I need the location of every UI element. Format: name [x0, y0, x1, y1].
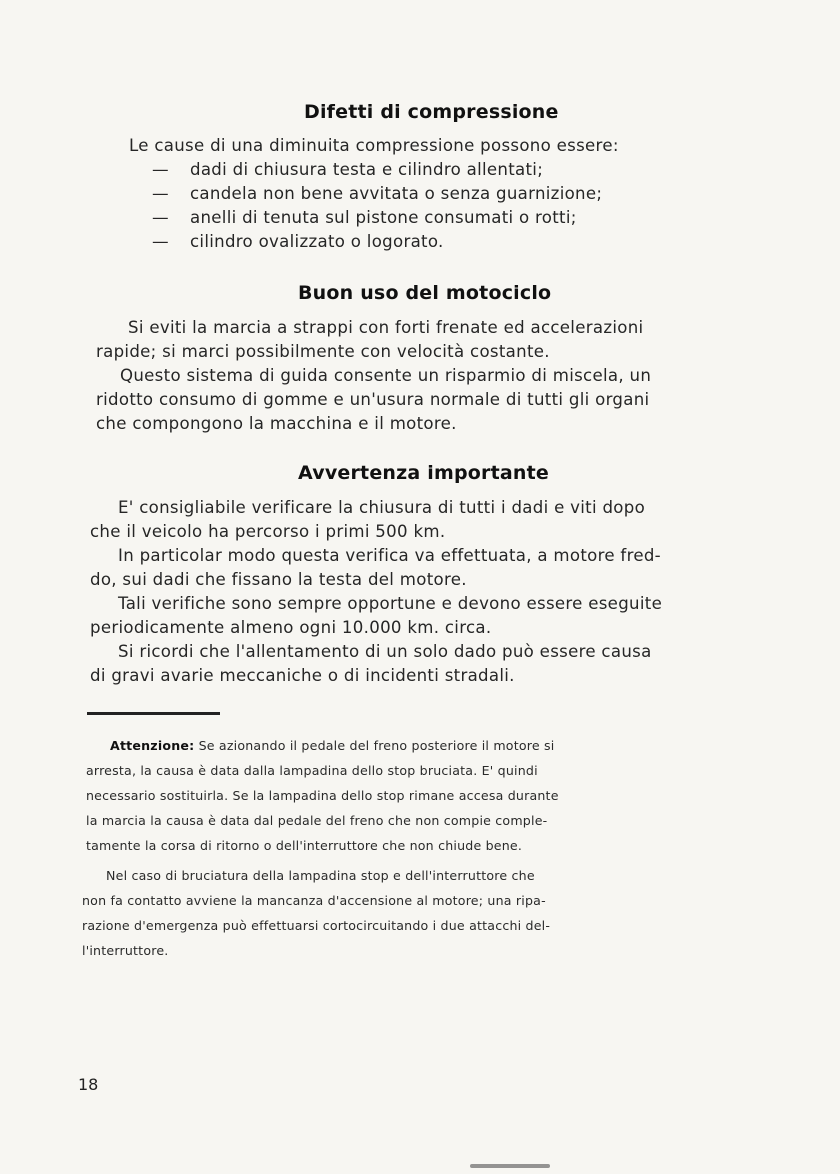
note-label: Attenzione:: [110, 738, 195, 753]
list-item: dadi di chiusura testa e cilindro allentati;: [190, 160, 544, 179]
list-bullet: —: [152, 232, 169, 251]
paragraph-line: periodicamente almeno ogni 10.000 km. circa.: [90, 618, 492, 637]
section-title-compressione: Difetti di compressione: [304, 101, 559, 123]
paragraph-line: ridotto consumo di gomme e un'usura normale di tutti gli organi: [96, 390, 650, 409]
paragraph-line: do, sui dadi che fissano la testa del motore.: [90, 570, 467, 589]
list-bullet: —: [152, 184, 169, 203]
paragraph-line: In particolar modo questa verifica va effettuata, a motore fred-: [118, 546, 661, 565]
list-item: cilindro ovalizzato o logorato.: [190, 232, 444, 251]
note-line: Nel caso di bruciatura della lampadina stop e dell'interruttore che: [106, 868, 535, 883]
note-line: tamente la corsa di ritorno o dell'interruttore che non chiude bene.: [86, 838, 523, 853]
paragraph-line: di gravi avarie meccaniche o di incidenti stradali.: [90, 666, 515, 685]
list-item: anelli di tenuta sul pistone consumati o rotti;: [190, 208, 577, 227]
note-first-line: [110, 738, 554, 754]
note-line: la marcia la causa è data dal pedale del freno che non compie comple-: [86, 813, 548, 828]
section-title-avvertenza: Avvertenza importante: [298, 462, 549, 484]
paragraph-line: E' consigliabile verificare la chiusura di tutti i dadi e viti dopo: [118, 498, 646, 517]
note-text: Se azionando il pedale del freno posteriore il motore si: [198, 738, 555, 753]
note-line: non fa contatto avviene la mancanza d'accensione al motore; una ripa-: [82, 893, 546, 908]
footnote-divider: [87, 712, 220, 715]
note-line: necessario sostituirla. Se la lampadina dello stop rimane accesa durante: [86, 788, 559, 803]
note-line: l'interruttore.: [82, 943, 169, 958]
paragraph-line: che il veicolo ha percorso i primi 500 km.: [90, 522, 446, 541]
paragraph-line: Tali verifiche sono sempre opportune e devono essere eseguite: [118, 594, 663, 613]
paragraph-line: che compongono la macchina e il motore.: [96, 414, 457, 433]
section-title-buon-uso: Buon uso del motociclo: [298, 282, 552, 304]
paragraph-line: Si ricordi che l'allentamento di un solo dado può essere causa: [118, 642, 652, 661]
page-number: 18: [78, 1075, 99, 1094]
paragraph-line: Si eviti la marcia a strappi con forti frenate ed accelerazioni: [128, 318, 644, 337]
list-bullet: —: [152, 160, 169, 179]
list-item: candela non bene avvitata o senza guarnizione;: [190, 184, 603, 203]
section-intro: Le cause di una diminuita compressione possono essere:: [129, 136, 619, 155]
list-bullet: —: [152, 208, 169, 227]
paragraph-line: rapide; si marci possibilmente con velocità costante.: [96, 342, 550, 361]
note-line: arresta, la causa è data dalla lampadina dello stop bruciata. E' quindi: [86, 763, 538, 778]
note-line: razione d'emergenza può effettuarsi cortocircuitando i due attacchi del-: [82, 918, 551, 933]
scan-smudge: [470, 1164, 550, 1168]
paragraph-line: Questo sistema di guida consente un risparmio di miscela, un: [120, 366, 652, 385]
